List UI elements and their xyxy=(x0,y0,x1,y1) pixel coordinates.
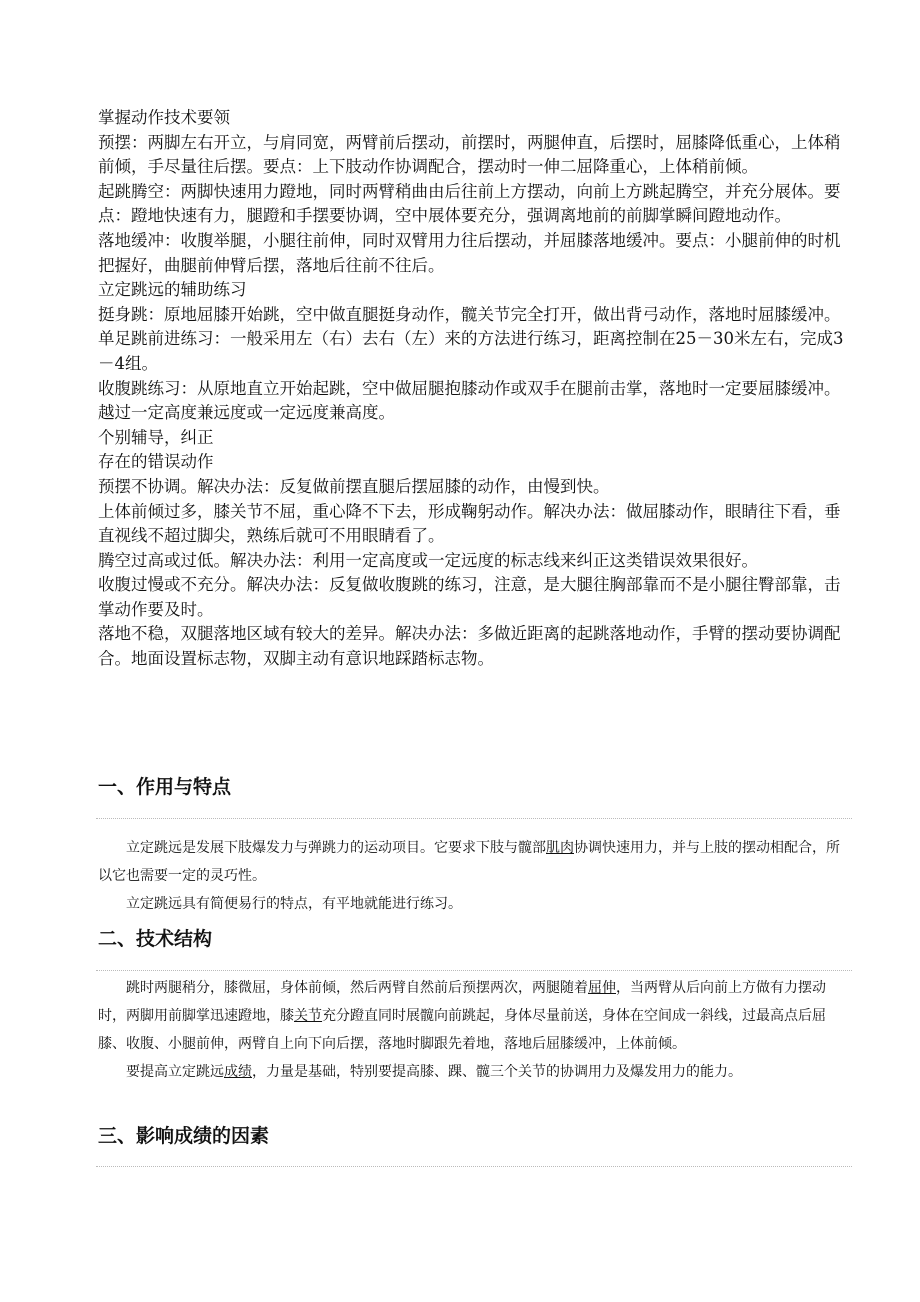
notes-line: 掌握动作技术要领 xyxy=(98,108,230,127)
section-1-body xyxy=(98,834,844,918)
link-joint[interactable]: 关节 xyxy=(294,1008,322,1024)
notes-line: 落地缓冲：收腹举腿，小腿往前伸，同时双臂用力往后摆动，并屈膝落地缓冲。要点：小腿前伸的时机把握好，曲腿前伸臂后摆，落地后往前不往后。 xyxy=(98,230,841,275)
section-divider xyxy=(96,818,852,819)
paragraph: 立定跳远具有简便易行的特点，有平地就能进行练习。 xyxy=(126,896,462,912)
notes-line: 存在的错误动作 xyxy=(98,452,214,472)
notes-line: 起跳腾空：两脚快速用力蹬地，同时两臂稍曲由后往前上方摆动，向前上方跳起腾空，并充分展体。要点：蹬地快速有力，腿蹬和手摆要协调，空中展体要充分，强调离地前的前脚掌瞬间蹬地动作。 xyxy=(98,181,841,226)
section-divider xyxy=(96,1166,852,1167)
notes-line: 挺身跳：原地屈膝开始跳，空中做直腿挺身动作，髋关节完全打开，做出背弓动作，落地时屈膝缓冲。 xyxy=(98,304,841,324)
notes-line: 收腹跳练习：从原地直立开始起跳，空中做屈腿抱膝动作或双手在腿前击掌，落地时一定要屈膝缓冲。 xyxy=(98,378,841,398)
section-2-body xyxy=(98,974,844,1086)
notes-line: 预摆：两脚左右开立，与肩同宽，两臂前后摆动，前摆时，两腿伸直，后摆时，屈膝降低重心，上体稍前倾，手尽量往后摆。要点：上下肢动作协调配合，摆动时一伸二屈降重心，上体稍前倾。 xyxy=(98,132,841,177)
section-heading-2: 二、技术结构 xyxy=(98,928,213,950)
notes-line: 收腹过慢或不充分。解决办法：反复做收腹跳的练习，注意，是大腿往胸部靠而不是小腿往臀部靠，击掌动作要及时。 xyxy=(98,575,841,619)
technique-notes xyxy=(98,106,844,672)
link-flexion[interactable]: 屈伸 xyxy=(588,980,616,996)
notes-line: 落地不稳，双腿落地区域有较大的差异。解决办法：多做近距离的起跳落地动作，手臂的摆动要协调配合。地面设置标志物，双脚主动有意识地踩踏标志物。 xyxy=(98,624,841,669)
section-divider xyxy=(96,970,852,971)
link-score[interactable]: 成绩 xyxy=(224,1064,252,1080)
notes-line: 预摆不协调。解决办法：反复做前摆直腿后摆屈膝的动作，由慢到快。 xyxy=(98,476,610,496)
section-heading-1: 一、作用与特点 xyxy=(98,776,232,798)
notes-line: 个别辅导，纠正 xyxy=(98,427,214,447)
notes-line: 单足跳前进练习：一般采用左（右）去右（左）来的方法进行练习，距离控制在25－30米左右，完成3－4组。 xyxy=(98,329,844,373)
paragraph: 跳时两腿稍分，膝微屈，身体前倾，然后两臂自然前后预摆两次，两腿随着屈伸，当两臂从后向前上方做有力摆动时，两脚用前脚掌迅速蹬地，膝关节充分蹬直同时展髋向前跳起，身体尽量前送，身体在空间成一斜线，过最高点后屈膝、收腹、小腿前伸，两臂自上向下向后摆，落地时脚跟先着地，落地后屈膝缓冲，上体前倾。 xyxy=(98,980,826,1052)
notes-line: 腾空过高或过低。解决办法：利用一定高度或一定远度的标志线来纠正这类错误效果很好。 xyxy=(98,550,758,570)
link-muscle[interactable]: 肌肉 xyxy=(546,840,574,856)
notes-line: 立定跳远的辅助练习 xyxy=(98,280,247,300)
paragraph: 要提高立定跳远成绩，力量是基础，特别要提高膝、踝、髋三个关节的协调用力及爆发用力的能力。 xyxy=(126,1064,742,1080)
paragraph: 立定跳远是发展下肢爆发力与弹跳力的运动项目。它要求下肢与髋部肌肉协调快速用力，并与上肢的摆动相配合，所以它也需要一定的灵巧性。 xyxy=(98,840,840,884)
notes-line: 越过一定高度兼远度或一定远度兼高度。 xyxy=(98,403,395,423)
section-heading-3: 三、影响成绩的因素 xyxy=(98,1125,270,1147)
notes-line: 上体前倾过多，膝关节不屈，重心降不下去，形成鞠躬动作。解决办法：做屈膝动作，眼睛往下看，垂直视线不超过脚尖，熟练后就可不用眼睛看了。 xyxy=(98,501,841,546)
